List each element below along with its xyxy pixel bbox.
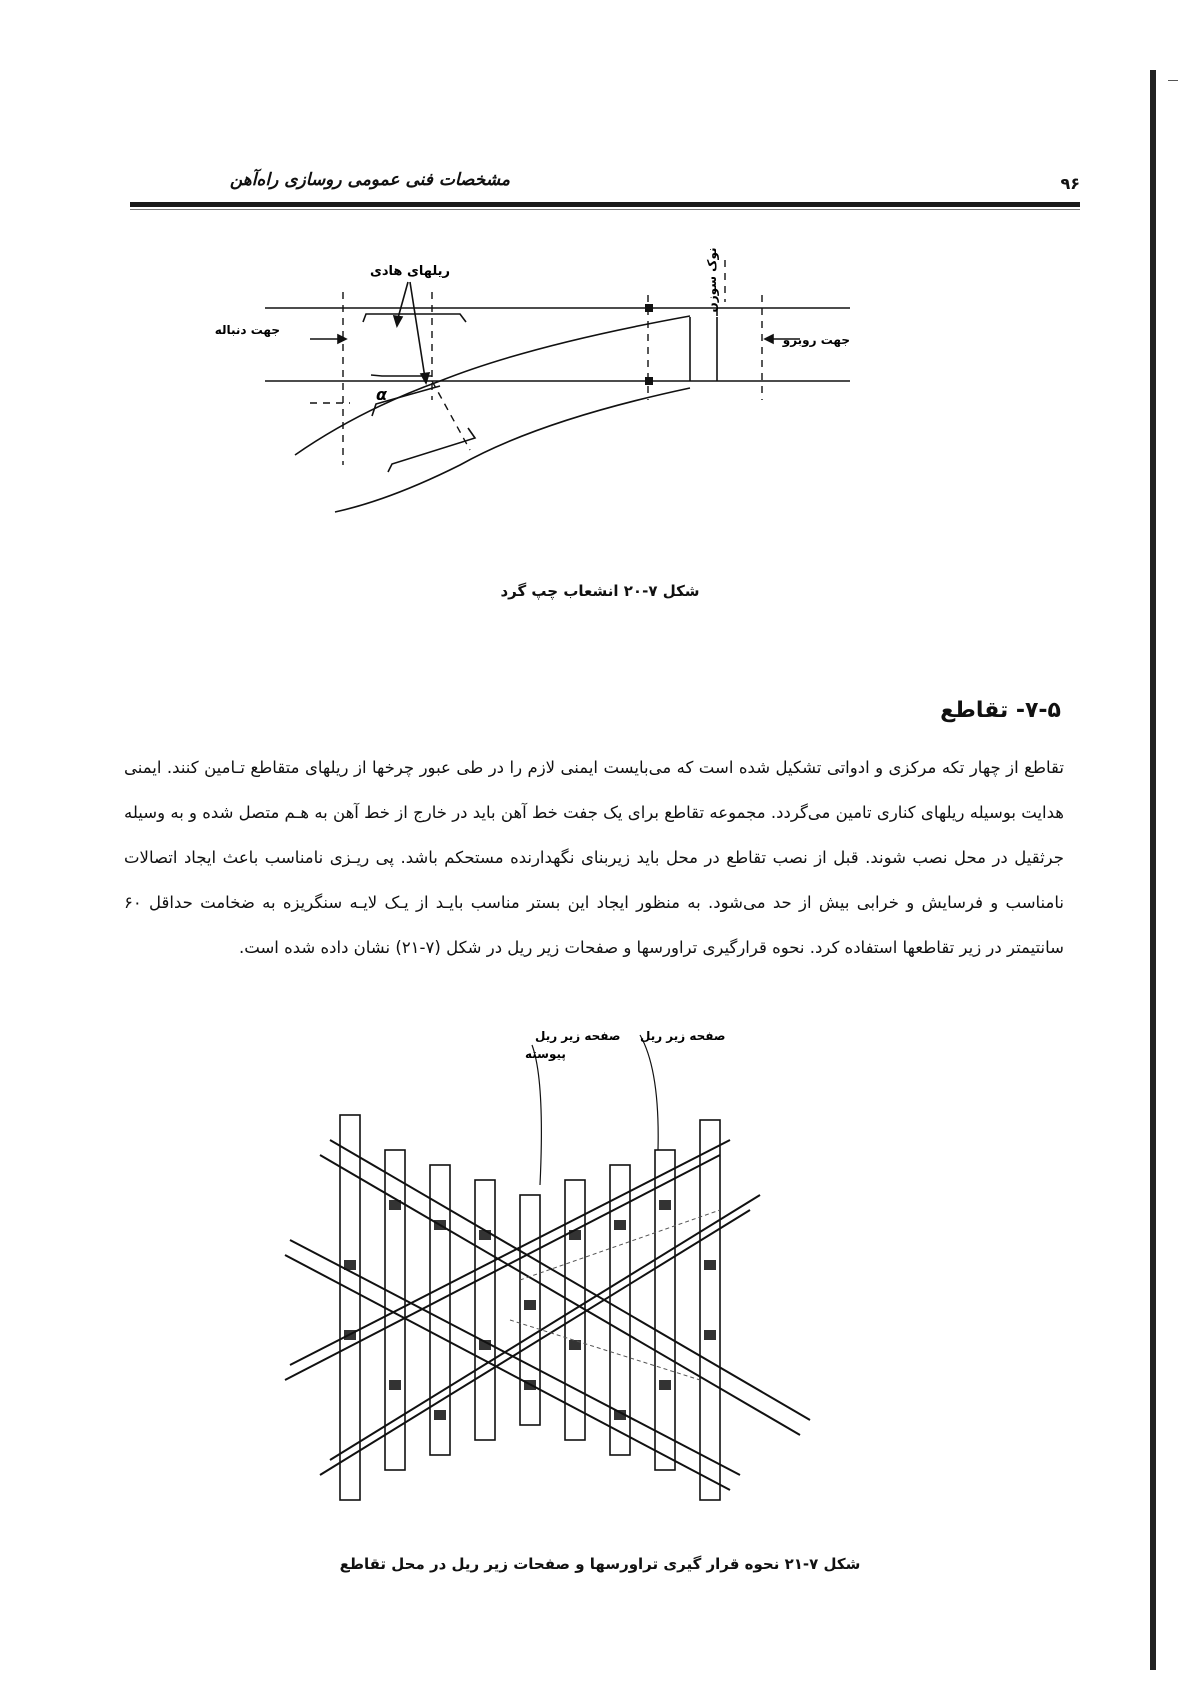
label-rail-plate: صفحه زیر ریل (640, 1029, 726, 1043)
dashed-line-angle (432, 381, 470, 450)
guide-rail-diverging (388, 428, 475, 472)
section-heading: ۷-۵- تقاطع (940, 698, 1061, 723)
section-paragraph: تقاطع از چهار تکه مرکزی و ادواتی تشکیل شده است که می‌بایست ایمنی لازم را در طی عبور چرخها از ریلهای متقاطع تـامین کنند. ایمنی هدایت بوسیله ریلهای کناری تامین می‌گردد. مجموعه تقاطع برای یک جفت خط آهن باید در خارج از خط آهن به هـم متصل شده و به وسیله جرثقیل در محل نصب شوند. قبل از نصب تقاطع در محل باید زیربنای نگهدارنده مستحکم باشد. پی ریـزی نامناسب باعث ایجاد اتصالات نامناسب و فرسایش و خرابی بیش از حد می‌شود. به منظور ایجاد این بستر مناسب بایـد از یـک لایـه سنگریزه به ضخامت حداقل ۶۰ سانتیمتر در زیر تقاطعها استفاده کرد. نحوه قرارگیری تراورسها و صفحات زیر ریل در شکل (۷-۲۱) نشان داده شده است. (124, 758, 1064, 957)
diverging-rail-outer (335, 388, 690, 512)
crossing-svg (300, 1080, 890, 1550)
header-rule-thin (130, 209, 1080, 210)
header-rule (130, 202, 1080, 207)
figure-crossing-sleepers (300, 1029, 890, 1550)
joint-top (645, 304, 653, 312)
diverging-rail-inner (295, 316, 690, 455)
label-switch-tip: نوک سوزن (705, 247, 719, 313)
turnout-svg (214, 247, 920, 560)
figure-turnout-diagram (214, 247, 920, 560)
crossing-labels-svg (300, 1000, 890, 1080)
page-edge-tick (1168, 80, 1178, 81)
label-angle-alpha: α (376, 385, 387, 404)
sleeper-9 (700, 1120, 720, 1500)
label-continuous-plate-line2: پیوسته (525, 1047, 566, 1061)
label-facing-direction: جهت روبرو (782, 333, 850, 347)
crossing-rails (285, 1140, 810, 1490)
joint-bottom (645, 377, 653, 385)
label-trailing-direction: جهت دنباله (214, 323, 280, 337)
sleeper-4 (475, 1180, 495, 1440)
label-guide-rails: ریلهای هادی (369, 264, 451, 279)
sleeper-8 (655, 1150, 675, 1470)
page-number: ۹۶ (1060, 174, 1080, 193)
page-edge-bar (1150, 70, 1156, 1670)
arrow-guide-2 (410, 282, 425, 378)
figure1-caption: شکل ۷-۲۰ انشعاب چپ گرد (500, 582, 700, 600)
page-header (130, 170, 1080, 220)
figure2-caption: شکل ۷-۲۱ نحوه قرار گیری تراورسها و صفحات زیر ریل در محل تقاطع (339, 1555, 861, 1573)
label-continuous-plate-line1: صفحه زیر ریل (535, 1029, 621, 1043)
header-title: مشخصات فنی عمومی روسازی راه‌آهن (229, 170, 510, 190)
arrow-guide-1 (398, 282, 408, 318)
